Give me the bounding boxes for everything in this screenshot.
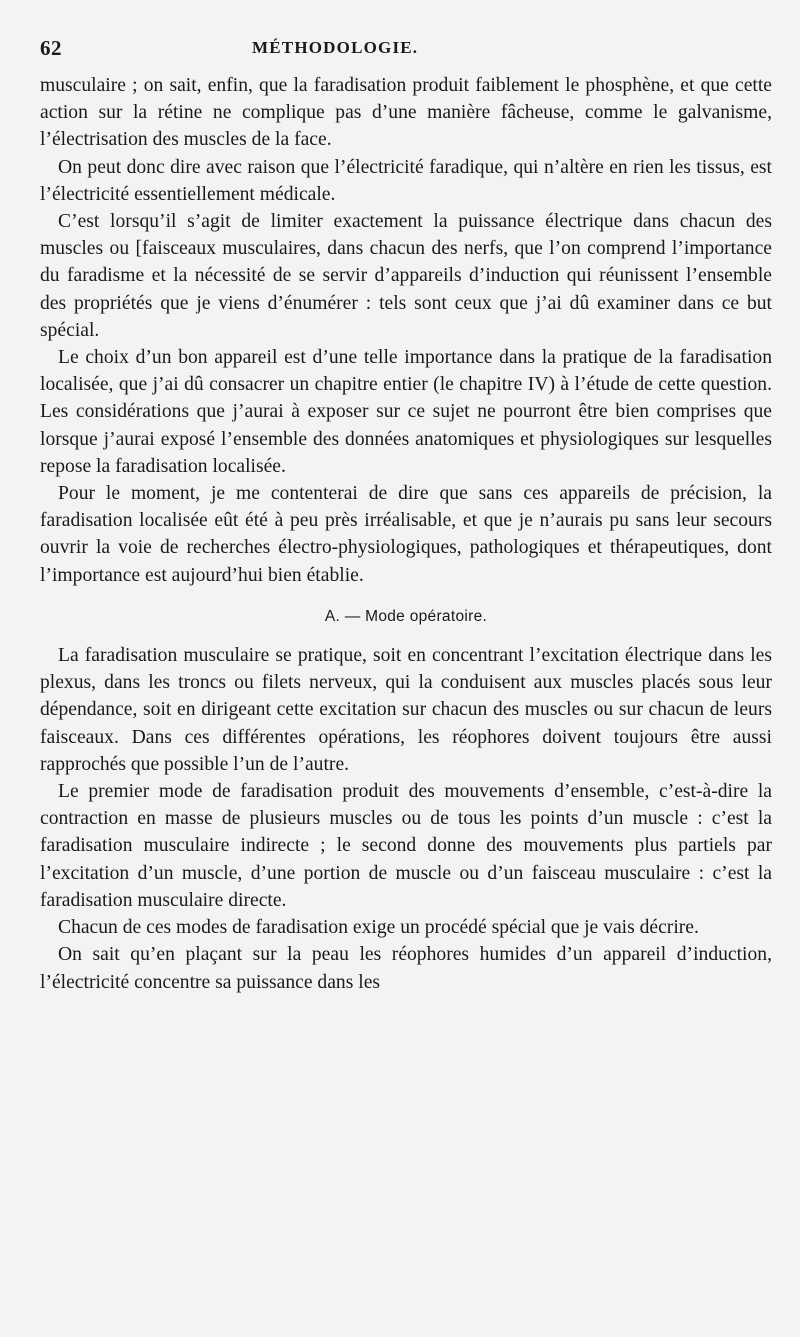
paragraph: C’est lorsqu’il s’agit de limiter exactement la puissance électrique dans chacun des muscles ou [faisceaux musculaires, dans chacun des nerfs, que l’on comprend l’importance du faradisme et la nécessité de se servir d’appareils d’induction qui réunissent l’ensemble des propriétés que je viens d’énumérer : tels sont ceux que j’ai dû examiner dans ce but spécial. xyxy=(40,211,772,341)
running-head xyxy=(40,36,772,66)
paragraph: Pour le moment, je me contenterai de dire que sans ces appareils de précision, la faradisation localisée eût été à peu près irréalisable, et que je n’aurais pu sans leur secours ouvrir la voie de recherches électro-physiologiques, pathologiques et thérapeutiques, dont l’importance est aujourd’hui bien établie. xyxy=(40,483,772,586)
paragraph: On peut donc dire avec raison que l’électricité faradique, qui n’altère en rien les tissus, est l’électricité essentiellement médicale. xyxy=(40,156,772,205)
running-title: MÉTHODOLOGIE. xyxy=(252,38,419,57)
paragraph: Le choix d’un bon appareil est d’une telle importance dans la pratique de la faradisation localisée, que j’ai dû consacrer un chapitre entier (le chapitre IV) à l’étude de cette question. Les considérations que j’aurai à exposer sur ce sujet ne pourront être bien comprises que lorsque j’aurai exposé l’ensemble des données anatomiques et physiologiques sur lesquelles repose la faradisation localisée. xyxy=(40,347,772,477)
paragraph: Le premier mode de faradisation produit des mouvements d’ensemble, c’est-à-dire la contraction en masse de plusieurs muscles ou de tous les points d’un muscle : c’est la faradisation musculaire indirecte ; le second donne des mouvements plus partiels par l’excitation d’un muscle, d’une portion de muscle ou d’un faisceau musculaire : c’est la faradisation musculaire directe. xyxy=(40,781,772,911)
paragraph: On sait qu’en plaçant sur la peau les réophores humides d’un appareil d’induction, l’électricité concentre sa puissance dans les xyxy=(40,944,772,993)
paragraph: La faradisation musculaire se pratique, soit en concentrant l’excitation électrique dans les plexus, dans les troncs ou filets nerveux, qui la conduisent aux muscles placés sous leur dépendance, soit en dirigeant cette excitation sur chacun des muscles ou sur chacun de leurs faisceaux. Dans ces différentes opérations, les réophores doivent toujours être aussi rapprochés que possible l’un de l’autre. xyxy=(40,645,772,775)
section-heading: A. — Mode opératoire. xyxy=(324,607,488,625)
paragraph: musculaire ; on sait, enfin, que la faradisation produit faiblement le phosphène, et que cette action sur la rétine ne complique pas d’une manière fâcheuse, comme le galvanisme, l’électrisation des muscles de la face. xyxy=(40,75,772,151)
page-number: 62 xyxy=(40,36,62,60)
page-body xyxy=(40,72,772,996)
paragraph: Chacun de ces modes de faradisation exige un procédé spécial que je vais décrire. xyxy=(58,917,699,939)
